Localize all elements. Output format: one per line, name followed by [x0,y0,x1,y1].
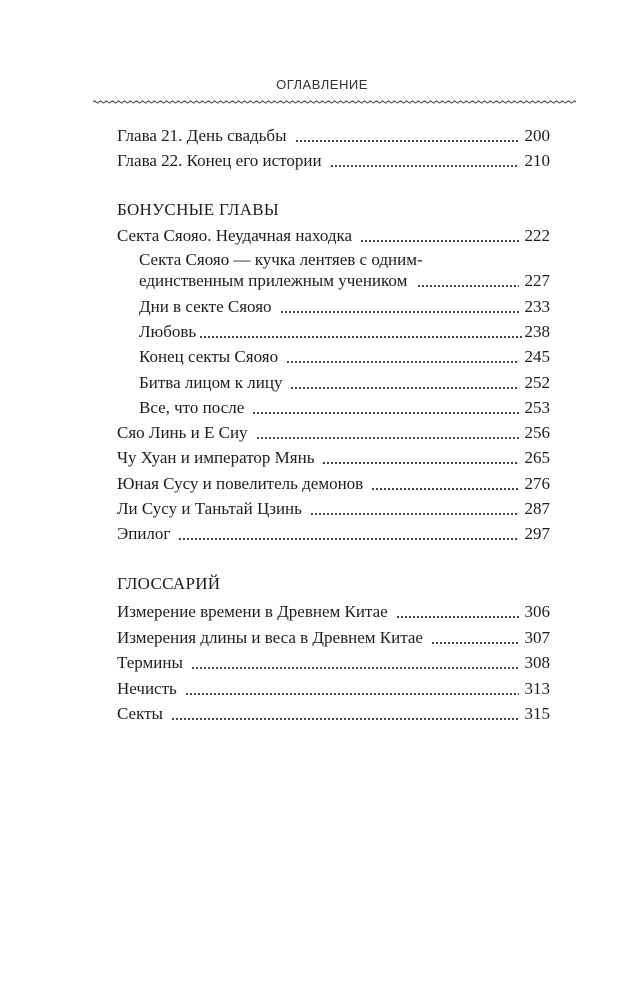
toc-page-number: 233 [524,297,550,316]
toc-entry-label: Конец секты Сяояо [139,347,279,366]
toc-entry-glossary[interactable] [117,626,550,648]
toc-entry[interactable] [117,472,550,494]
toc-entry-label: Глава 21. День свадьбы [117,126,287,145]
toc-entry-label: Юная Сусу и повелитель демонов [117,474,364,493]
toc-entry-label: Дни в секте Сяояо [139,297,272,316]
dot-leader [286,361,518,363]
toc-page-number: 297 [524,524,550,543]
toc-page-number: 253 [524,398,550,417]
dot-leader [417,285,518,287]
section-heading-bonus: БОНУСНЫЕ ГЛАВЫ [117,200,280,219]
toc-page-number: 200 [524,126,550,145]
toc-entry[interactable] [117,497,550,519]
toc-page-number: 265 [524,448,550,467]
dot-leader [330,165,519,167]
toc-entry-glossary[interactable] [117,702,550,724]
toc-entry-label-line1: Секта Сяояо — кучка лентяев с одним- [139,250,423,269]
toc-sub-entry[interactable] [139,371,550,393]
toc-entry-label: Все, что после [139,398,245,417]
toc-page-number: 313 [524,679,550,698]
dot-leader [199,336,522,338]
dot-leader [295,140,519,142]
running-header-title: ОГЛАВЛЕНИЕ [276,77,368,92]
header-wavy-rule [93,98,576,106]
toc-page-number: 287 [524,499,550,518]
dot-leader [171,718,519,720]
dot-leader [185,693,519,695]
toc-entry-chapter-22[interactable] [117,149,550,171]
dot-leader [431,642,519,644]
toc-entry-label: Битва лицом к лицу [139,373,283,392]
dot-leader [280,311,519,313]
toc-page-number: 210 [524,151,550,170]
toc-entry-label-line2: единственным прилежным учеником [139,271,408,290]
toc-page-number: 222 [524,226,550,245]
toc-sub-entry[interactable] [139,295,550,317]
dot-leader [252,412,518,414]
section-heading-glossary: ГЛОССАРИЙ [117,574,221,593]
toc-entry-label: Глава 22. Конец его истории [117,151,322,170]
toc-entry-label: Нечисть [117,679,177,698]
toc-page-number: 238 [524,322,550,341]
toc-entry-multiline[interactable] [139,249,550,291]
toc-entry-glossary[interactable] [117,600,550,622]
toc-entry-glossary[interactable] [117,677,550,699]
toc-entry-label: Измерение времени в Древнем Китае [117,602,388,621]
dot-leader [371,488,518,490]
toc-page-number: 252 [524,373,550,392]
toc-entry[interactable] [117,421,550,443]
toc-entry-label: Секта Сяояо. Неудачная находка [117,226,353,245]
dot-leader [191,667,519,669]
toc-page-number: 307 [524,628,550,647]
toc-entry-label: Термины [117,653,183,672]
toc-sub-entry[interactable] [139,345,550,367]
toc-entry-label: Эпилог [117,524,171,543]
toc-entry-glossary[interactable] [117,651,550,673]
dot-leader [178,538,518,540]
dot-leader [290,387,518,389]
dot-leader [396,616,519,618]
toc-page-number: 227 [524,271,550,290]
dot-leader [360,240,518,242]
toc-page-number: 315 [524,704,550,723]
toc-page-number: 245 [524,347,550,366]
toc-page-number: 308 [524,653,550,672]
toc-entry-label: Сяо Линь и Е Сиу [117,423,248,442]
dot-leader [310,513,519,515]
toc-entry-chapter-21[interactable] [117,124,550,146]
toc-page-number: 306 [524,602,550,621]
toc-page-number: 276 [524,474,550,493]
toc-page-number: 256 [524,423,550,442]
dot-leader [322,462,518,464]
toc-entry[interactable] [117,446,550,468]
toc-entry-label: Любовь [139,322,197,341]
dot-leader [256,437,519,439]
toc-sub-entry[interactable] [139,396,550,418]
toc-entry[interactable] [117,522,550,544]
toc-entry-label: Ли Сусу и Таньтай Цзинь [117,499,302,518]
toc-entry-bonus-main[interactable] [117,224,550,246]
toc-entry-label: Измерения длины и веса в Древнем Китае [117,628,423,647]
toc-sub-entry[interactable] [139,320,550,342]
toc-entry-label: Секты [117,704,163,723]
toc-entry-label: Чу Хуан и император Мянь [117,448,315,467]
